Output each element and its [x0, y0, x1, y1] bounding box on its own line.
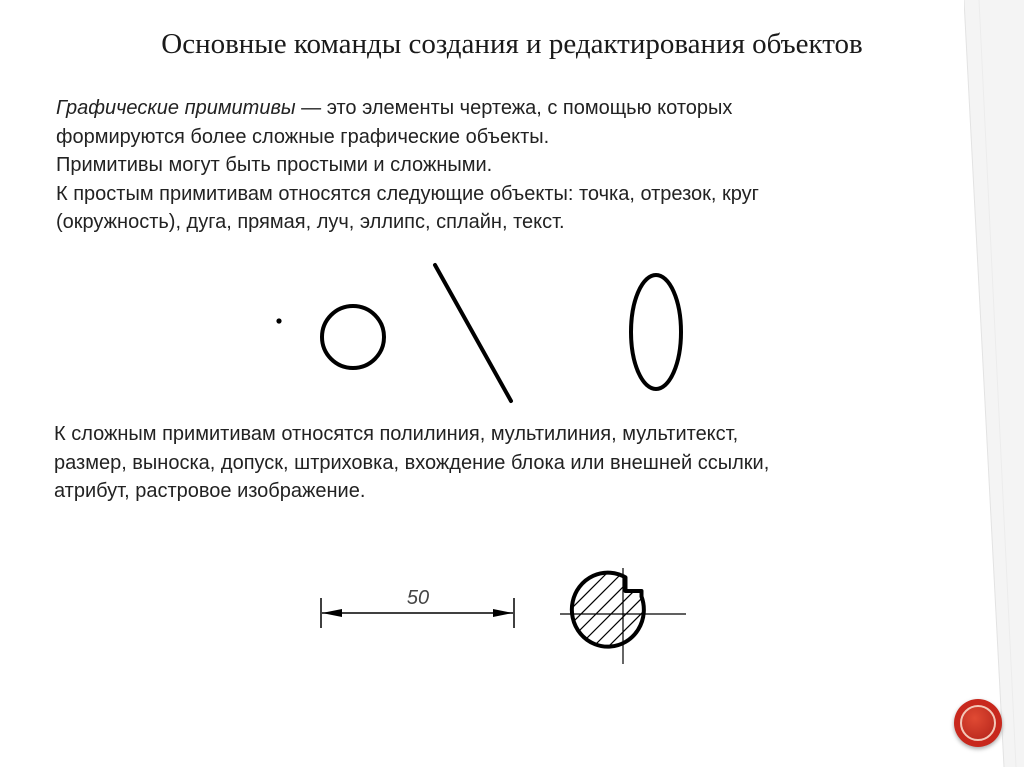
complex-line-3: атрибут, растровое изображение. [54, 480, 366, 502]
complex-line-1: К сложным примитивам относятся полилиния, мультилиния, мультитекст, [54, 423, 739, 445]
dimension-value: 50 [406, 587, 430, 609]
intro-line-5: (окружность), дуга, прямая, луч, эллипс, сплайн, текст. [56, 211, 565, 233]
nav-button-ring [960, 705, 996, 741]
complex-line-2: размер, выноска, допуск, штриховка, вхождение блока или внешней ссылки, [54, 451, 770, 474]
complex-paragraph [54, 420, 769, 506]
hatched-section-primitive [560, 560, 690, 675]
slide-title: Основные команды создания и редактирования объектов [161, 28, 863, 60]
point-primitive [276, 318, 281, 323]
intro-line-1-rest: — это элементы чертежа, с помощью которых [295, 97, 733, 119]
ellipse-primitive [631, 275, 681, 389]
intro-line-2: формируются более сложные графические объекты. [56, 125, 550, 148]
segment-primitive [435, 265, 511, 401]
intro-line-3: Примитивы могут быть простыми и сложными. [56, 154, 493, 176]
circle-primitive [322, 306, 384, 368]
term-graphic-primitives: Графические примитивы [56, 97, 296, 119]
next-slide-icon[interactable] [954, 699, 1002, 747]
intro-line-4: К простым примитивам относятся следующие объекты: точка, отрезок, круг [56, 182, 759, 205]
